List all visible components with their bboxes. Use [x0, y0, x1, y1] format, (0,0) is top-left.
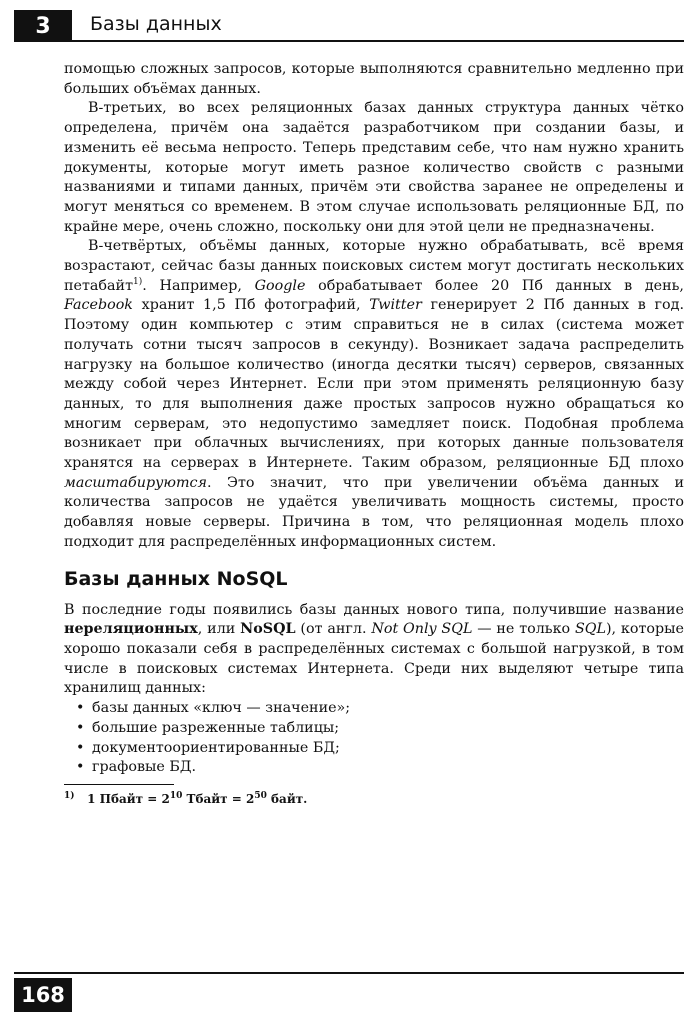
exponent: 50: [254, 790, 267, 801]
header-rule: [72, 40, 684, 42]
bullet-icon: •: [76, 759, 85, 776]
list-item-text: базы данных «ключ — значение»;: [92, 700, 351, 717]
text-run: В-четвёртых, объёмы данных, которые нужно обрабатывать, всё время возрастают, сейчас базы данных поисковых систем могут достигать нескольких петабайт: [64, 238, 684, 294]
term-facebook: Facebook: [64, 297, 133, 314]
paragraph-third-reason: В-третьих, во всех реляционных базах данных структура данных чётко определена, причём она задаётся разработчиком при создании базы, и изменить её весьма непросто. Теперь представим себе, что нам нужно хранить документы, которые могут иметь разное количество свойств с разными названиями и типами данных, причём эти свойства заранее не определены и могут меняться со временем. В этом случае использовать реляционные БД, по крайне мере, очень сложно, поскольку они для этой цели не предназначены.: [64, 100, 684, 235]
footnote-marker: 1): [64, 790, 75, 801]
page-footer: [14, 972, 684, 1012]
text-run: . Это значит, что при увеличении объёма данных и количества запросов не удаётся увеличивать мощность системы, просто добавляя новые серверы. Причина в том, что реляционная модель плохо подходит для распределённых информационных систем.: [64, 474, 684, 550]
list-item-text: большие разреженные таблицы;: [92, 719, 340, 736]
text-run: 1 Пбайт = 2: [87, 791, 170, 806]
list-item: [76, 719, 684, 739]
text-run: байт.: [266, 791, 308, 806]
footer-rule: [14, 972, 684, 974]
list-item-text: графовые БД.: [92, 759, 197, 776]
text-run: (от англ.: [295, 621, 372, 638]
running-header-title: Базы данных: [90, 13, 222, 35]
paragraph-fourth-reason: [64, 237, 684, 552]
list-item-text: документоориентированные БД;: [92, 739, 340, 756]
page-number: 168: [14, 978, 72, 1012]
text-run: Тбайт = 2: [182, 791, 255, 806]
exponent: 10: [169, 790, 183, 801]
list-item: [76, 699, 684, 719]
text-run: ), которые хорошо показали себя в распределённых системах с большой нагрузкой, в том числе в поисковых системах Интернета. Среди них выделяют четыре типа хранилищ данных:: [64, 621, 684, 697]
storage-types-list: [64, 699, 684, 778]
bullet-icon: •: [76, 719, 85, 736]
term-sql: SQL: [574, 621, 606, 638]
text-run: , или: [197, 621, 241, 638]
text-run: В последние годы появились базы данных нового типа, получившие название: [64, 601, 684, 618]
page-body: [64, 60, 684, 807]
text-run: — не только: [472, 621, 575, 638]
term-google: Google: [254, 277, 306, 294]
paragraph-continued: помощью сложных запросов, которые выполняются сравнительно медленно при больших объёмах данных.: [64, 61, 684, 97]
term-twitter: Twitter: [369, 297, 422, 314]
footnote-rule: [64, 784, 174, 785]
term-not-only-sql: Not Only SQL: [371, 621, 473, 638]
bullet-icon: •: [76, 739, 85, 756]
text-run: генерирует 2 Пб данных в год. Поэтому один компьютер с этим справиться не в силах (система может получать сотни тысяч запросов в секунду). Возникает задача распределить нагрузку на большое количество (иногда десятки тысяч) серверов, связанных между собой через Интернет. Если при этом применять реляционную базу данных, то для выполнения даже простых запросов нужно обращаться ко многим серверам, это недопустимо замедляет поиск. Подобная проблема возникает при облачных вычислениях, при которых данные пользователя хранятся на серверах в Интернете. Таким образом, реляционные БД плохо: [64, 297, 684, 472]
footnote: [64, 791, 684, 807]
term-scale: масштабируются: [64, 474, 208, 491]
page-header: [14, 10, 684, 42]
bullet-icon: •: [76, 700, 85, 717]
term-nosql: NoSQL: [240, 621, 296, 638]
footnote-ref: 1): [133, 276, 143, 287]
text-run: обрабатывает более 20 Пб данных в день,: [305, 277, 684, 294]
term-nonrelational: нереляционных: [64, 621, 198, 638]
paragraph-nosql-intro: [64, 601, 684, 700]
list-item: [76, 739, 684, 759]
section-heading: Базы данных NoSQL: [64, 567, 288, 590]
chapter-number-badge: 3: [14, 10, 72, 42]
text-run: . Например,: [142, 277, 255, 294]
text-run: хранит 1,5 Пб фотографий,: [132, 297, 370, 314]
list-item: [76, 758, 684, 778]
